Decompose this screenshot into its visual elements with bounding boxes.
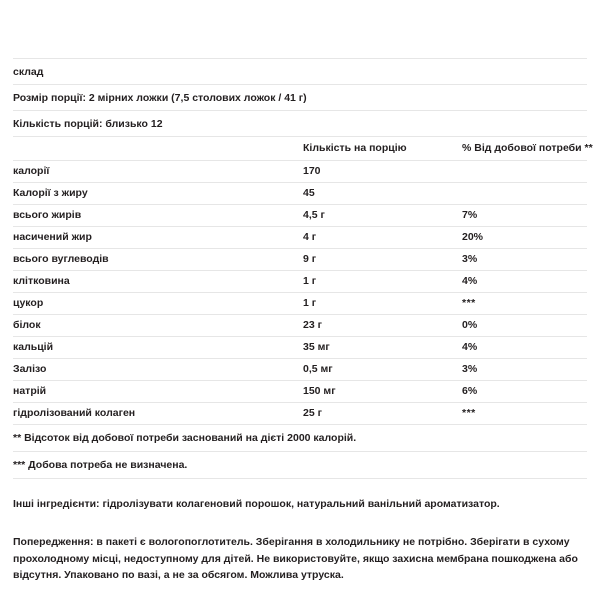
- cell-amount: 23 г: [303, 315, 462, 337]
- cell-nutrient: білок: [13, 315, 303, 337]
- nutrition-table: [13, 136, 593, 424]
- column-header-nutrient: [13, 137, 303, 161]
- table-row: [13, 227, 587, 249]
- servings-per-container-row: Кількість порцій: близько 12: [13, 110, 587, 136]
- cell-amount: 0,5 мг: [303, 359, 462, 381]
- cell-daily-value: 20%: [462, 227, 587, 249]
- cell-amount: 9 г: [303, 249, 462, 271]
- cell-daily-value: ***: [462, 403, 587, 425]
- cell-nutrient: цукор: [13, 293, 303, 315]
- warning-text: Попередження: в пакеті є вологопоглотитель. Зберігання в холодильнику не потрібно. Зберігати в сухому прохолодному місці, недоступному для дітей. Не використовуйте, якщо захисна мембрана пошкоджена або відсутня. Упаковано по вазі, а не за обсягом. Можлива утруска.: [13, 536, 578, 581]
- top-spacer: [13, 0, 587, 58]
- cell-daily-value: 4%: [462, 271, 587, 293]
- cell-daily-value: 7%: [462, 205, 587, 227]
- table-row: [13, 293, 587, 315]
- table-row: [13, 161, 587, 183]
- cell-daily-value: [462, 183, 587, 205]
- table-row: [13, 249, 587, 271]
- cell-nutrient: всього жирів: [13, 205, 303, 227]
- cell-nutrient: гідролізований колаген: [13, 403, 303, 425]
- footnote-not-established: *** Добова потреба не визначена.: [13, 451, 587, 479]
- cell-amount: 1 г: [303, 293, 462, 315]
- cell-amount: 4,5 г: [303, 205, 462, 227]
- table-row: [13, 403, 587, 425]
- cell-daily-value: [462, 161, 587, 183]
- cell-nutrient: калорії: [13, 161, 303, 183]
- table-row: [13, 205, 587, 227]
- table-row: [13, 271, 587, 293]
- cell-nutrient: Залізо: [13, 359, 303, 381]
- cell-daily-value: 4%: [462, 337, 587, 359]
- cell-nutrient: насичений жир: [13, 227, 303, 249]
- cell-daily-value: 3%: [462, 359, 587, 381]
- cell-amount: 35 мг: [303, 337, 462, 359]
- serving-size-row: Розмір порції: 2 мірних ложки (7,5 столових ложок / 41 г): [13, 84, 587, 110]
- cell-amount: 25 г: [303, 403, 462, 425]
- column-header-daily-value: % Від добової потреби **: [462, 137, 587, 161]
- cell-nutrient: всього вуглеводів: [13, 249, 303, 271]
- table-row: [13, 359, 587, 381]
- cell-amount: 1 г: [303, 271, 462, 293]
- table-row: [13, 183, 587, 205]
- section-label: склад: [13, 58, 587, 84]
- other-ingredients-text: Інші інгредієнти: гідролізувати колагеновий порошок, натуральний ванільний ароматизатор.: [13, 498, 500, 510]
- cell-daily-value: ***: [462, 293, 587, 315]
- table-header-row: [13, 137, 587, 161]
- cell-nutrient: клітковина: [13, 271, 303, 293]
- cell-amount: 170: [303, 161, 462, 183]
- column-header-amount-per-serving: Кількість на порцію: [303, 137, 462, 161]
- table-row: [13, 337, 587, 359]
- nutrition-table-head: [13, 137, 593, 161]
- table-row: [13, 381, 587, 403]
- cell-daily-value: 0%: [462, 315, 587, 337]
- cell-daily-value: 6%: [462, 381, 587, 403]
- cell-nutrient: Калорії з жиру: [13, 183, 303, 205]
- cell-nutrient: натрій: [13, 381, 303, 403]
- cell-amount: 45: [303, 183, 462, 205]
- cell-amount: 150 мг: [303, 381, 462, 403]
- cell-amount: 4 г: [303, 227, 462, 249]
- cell-nutrient: кальцій: [13, 337, 303, 359]
- footnote-daily-value: ** Відсоток від добової потреби заснований на дієті 2000 калорій.: [13, 424, 587, 451]
- nutrition-table-body: [13, 161, 587, 425]
- table-row: [13, 315, 587, 337]
- cell-daily-value: 3%: [462, 249, 587, 271]
